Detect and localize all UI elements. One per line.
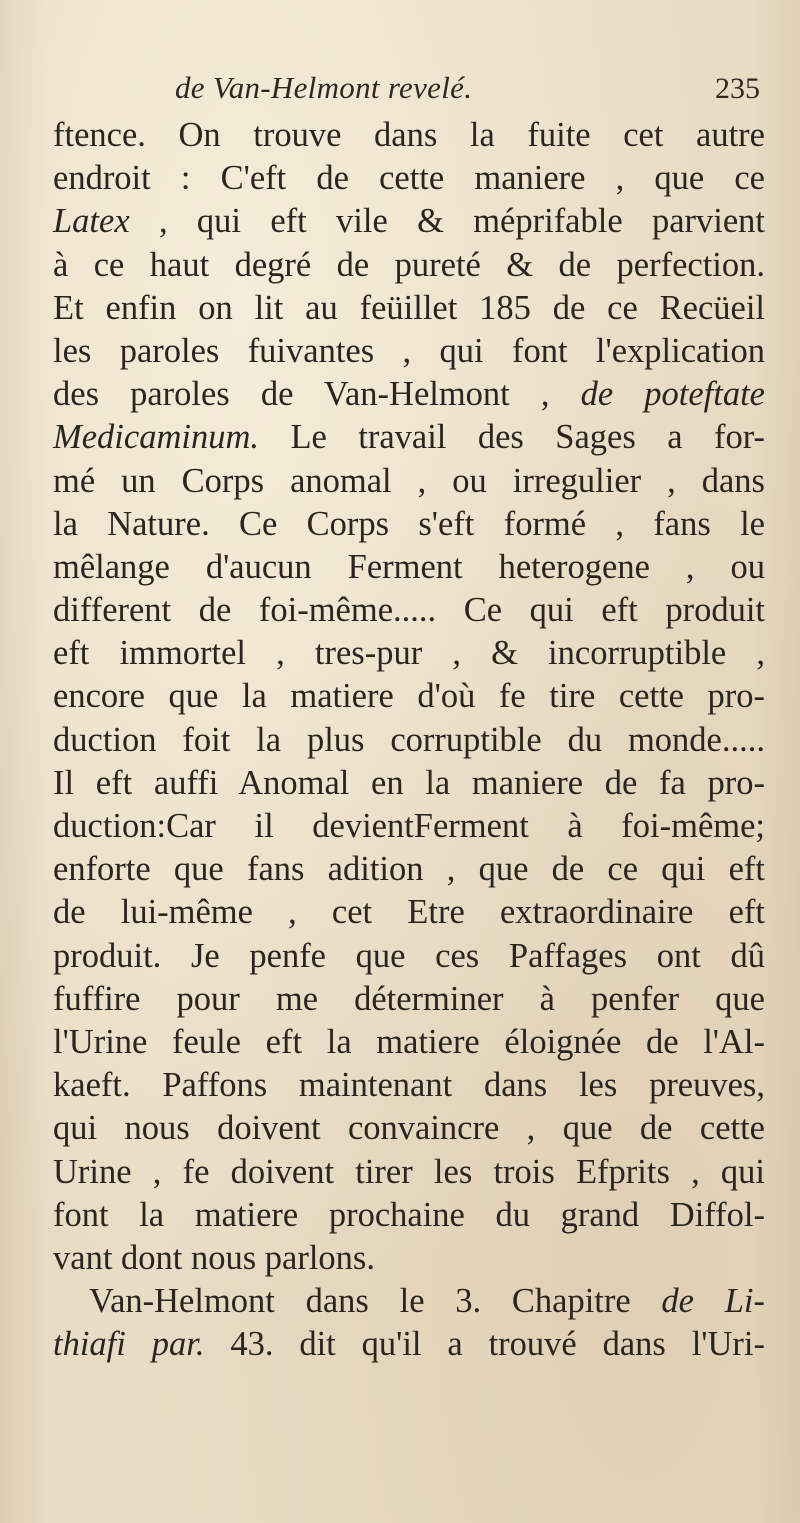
text-line: kaeft. Paffons maintenant dans les preuves, bbox=[53, 1066, 765, 1105]
italic-term: Medicaminum. bbox=[53, 418, 259, 457]
italic-term: Latex bbox=[53, 202, 130, 241]
text-line: enforte que fans adition , que de ce qui eft bbox=[53, 850, 765, 889]
page-number: 235 bbox=[715, 72, 760, 105]
text-line: la Nature. Ce Corps s'eft formé , fans le bbox=[53, 504, 765, 543]
page-header bbox=[150, 70, 760, 116]
italic-term: de poteftate bbox=[580, 375, 765, 414]
body-text bbox=[53, 114, 765, 1366]
text-line: à ce haut degré de pureté & de perfection. bbox=[53, 245, 765, 284]
text-line: Latex , qui eft vile & méprifable parvient bbox=[53, 202, 765, 241]
text-line: Medicaminum. Le travail des Sages a for- bbox=[53, 418, 765, 457]
text-line: mêlange d'aucun Ferment heterogene , ou bbox=[53, 547, 765, 586]
text-line: l'Urine feule eft la matiere éloignée de l'Al- bbox=[53, 1022, 765, 1061]
italic-term: thiafi par. bbox=[53, 1325, 205, 1364]
text-line: endroit : C'eft de cette maniere , que ce bbox=[53, 159, 765, 198]
text-line: des paroles de Van-Helmont , de poteftate bbox=[53, 375, 765, 414]
text-line: duction:Car il devientFerment à foi-même; bbox=[53, 807, 765, 845]
text-line: eft immortel , tres-pur , & incorruptible , bbox=[53, 634, 765, 673]
text-line: fuffire pour me déterminer à penfer que bbox=[53, 979, 765, 1018]
text-line: de lui-même , cet Etre extraordinaire eft bbox=[53, 893, 765, 932]
text-line: thiafi par. 43. dit qu'il a trouvé dans l'Uri- bbox=[53, 1325, 765, 1364]
text-line: encore que la matiere d'où fe tire cette pro- bbox=[53, 677, 765, 716]
text-line: mé un Corps anomal , ou irregulier , dans bbox=[53, 461, 765, 500]
text-line: Il eft auffi Anomal en la maniere de fa pro- bbox=[53, 763, 765, 802]
text-line: qui nous doivent convaincre , que de cette bbox=[53, 1109, 765, 1148]
text-line: produit. Je penfe que ces Paffages ont dû bbox=[53, 936, 765, 975]
running-head: de Van-Helmont revelé. bbox=[175, 70, 473, 105]
text-line: font la matiere prochaine du grand Diffol- bbox=[53, 1195, 765, 1234]
text-line: vant dont nous parlons. bbox=[53, 1238, 375, 1277]
italic-term: de Li- bbox=[661, 1282, 765, 1321]
text-line: Van-Helmont dans le 3. Chapitre de Li- bbox=[89, 1282, 765, 1321]
text-line: Urine , fe doivent tirer les trois Efprits , qui bbox=[53, 1152, 765, 1191]
text-line: les paroles fuivantes , qui font l'explication bbox=[53, 331, 765, 370]
text-line: duction foit la plus corruptible du monde..... bbox=[53, 720, 765, 759]
text-line: Et enfin on lit au feüillet 185 de ce Recüeil bbox=[53, 288, 765, 327]
text-line: different de foi-même..... Ce qui eft produit bbox=[53, 591, 765, 630]
text-line: ftence. On trouve dans la fuite cet autre bbox=[53, 116, 765, 154]
